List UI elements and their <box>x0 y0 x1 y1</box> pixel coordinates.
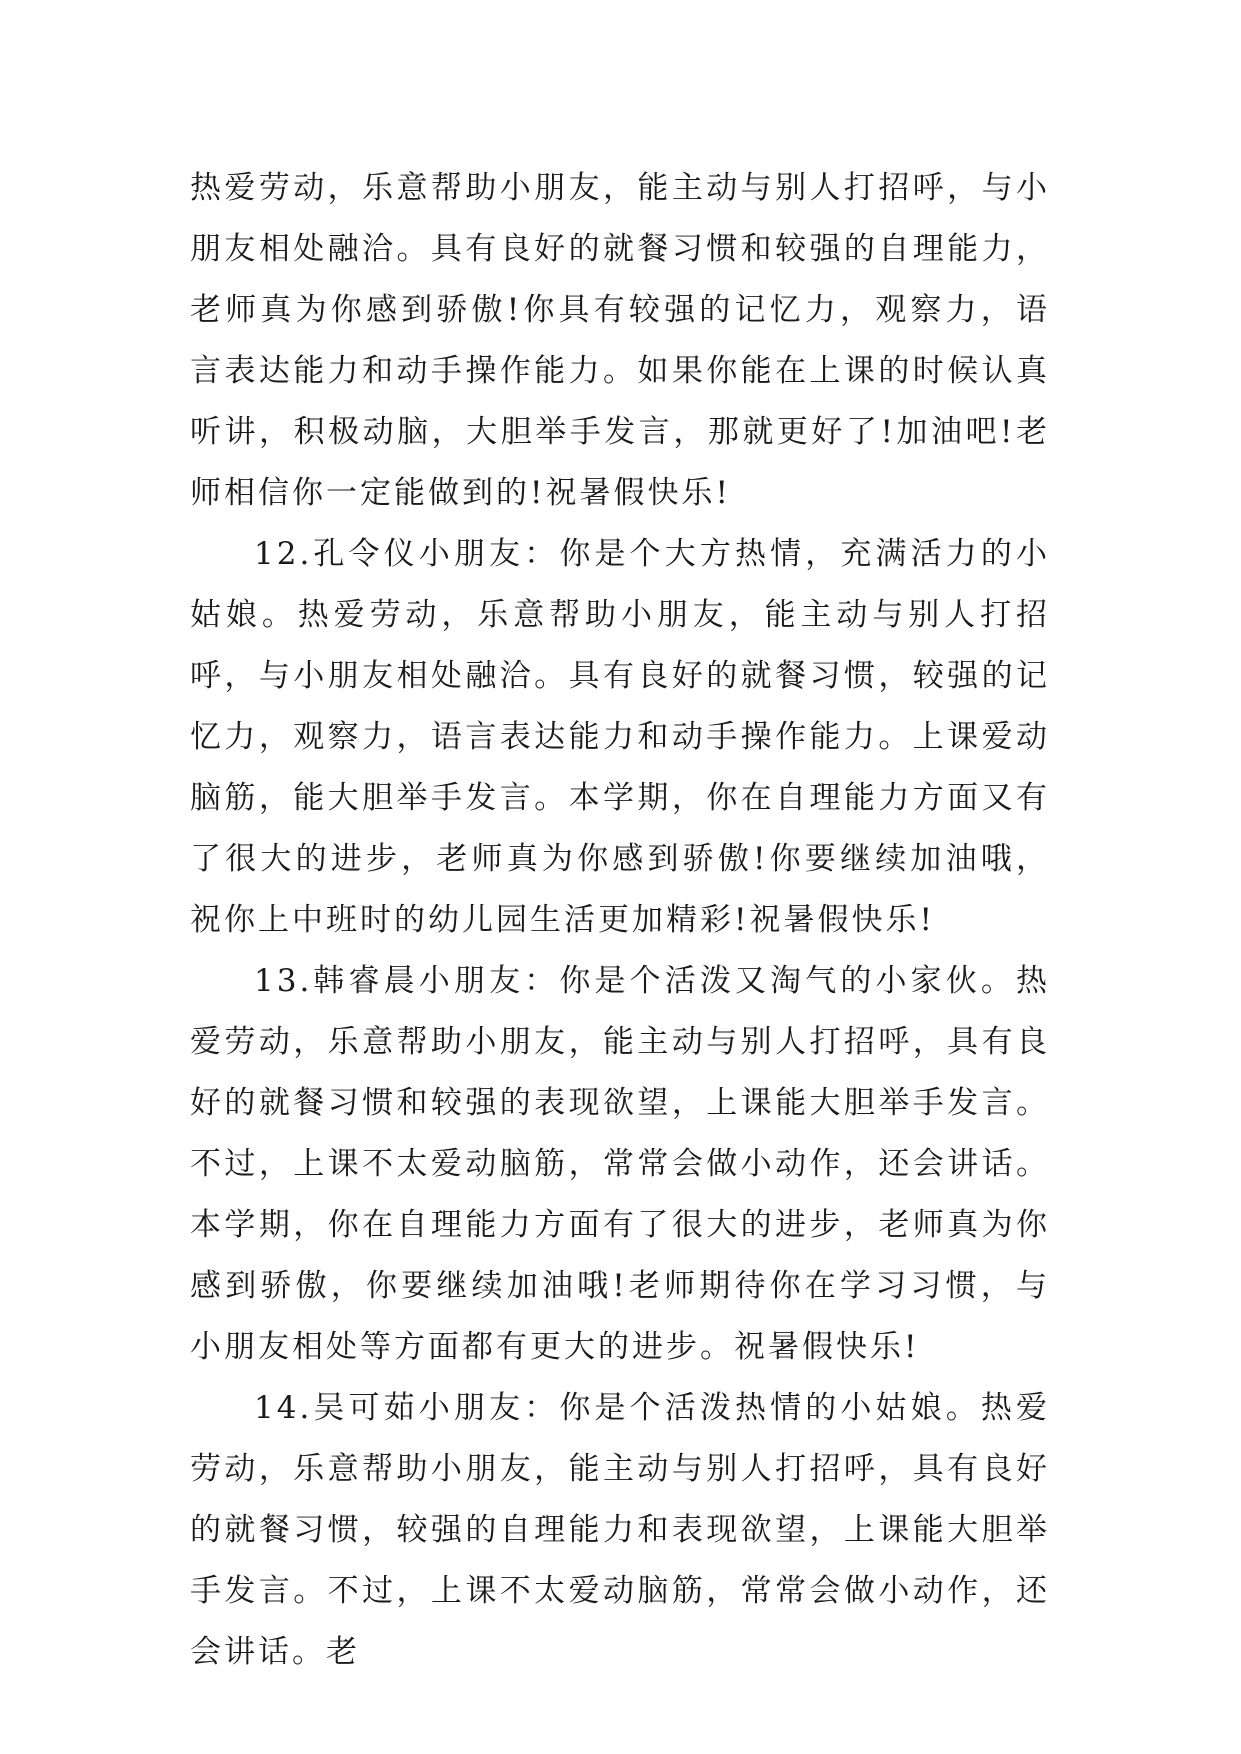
document-body <box>190 158 1050 1683</box>
paragraph-comment-14: 14.吴可茹小朋友：你是个活泼热情的小姑娘。热爱劳动，乐意帮助小朋友，能主动与别人打招呼，具有良好的就餐习惯，较强的自理能力和表现欲望，上课能大胆举手发言。不过，上课不太爱动脑筋，常常会做小动作，还会讲话。老 <box>190 1390 1050 1670</box>
paragraph-comment-13: 13.韩睿晨小朋友：你是个活泼又淘气的小家伙。热爱劳动，乐意帮助小朋友，能主动与别人打招呼，具有良好的就餐习惯和较强的表现欲望，上课能大胆举手发言。不过，上课不太爱动脑筋，常常会做小动作，还会讲话。本学期，你在自理能力方面有了很大的进步，老师真为你感到骄傲，你要继续加油哦!老师期待你在学习习惯，与小朋友相处等方面都有更大的进步。祝暑假快乐! <box>190 963 1050 1365</box>
paragraph-comment-12: 12.孔令仪小朋友：你是个大方热情，充满活力的小姑娘。热爱劳动，乐意帮助小朋友，能主动与别人打招呼，与小朋友相处融洽。具有良好的就餐习惯，较强的记忆力，观察力，语言表达能力和动手操作能力。上课爱动脑筋，能大胆举手发言。本学期，你在自理能力方面又有了很大的进步，老师真为你感到骄傲!你要继续加油哦，祝你上中班时的幼儿园生活更加精彩!祝暑假快乐! <box>190 536 1050 938</box>
paragraph-continuation: 热爱劳动，乐意帮助小朋友，能主动与别人打招呼，与小朋友相处融洽。具有良好的就餐习惯和较强的自理能力，老师真为你感到骄傲!你具有较强的记忆力，观察力，语言表达能力和动手操作能力。如果你能在上课的时候认真听讲，积极动脑，大胆举手发言，那就更好了!加油吧!老师相信你一定能做到的!祝暑假快乐! <box>190 170 1050 511</box>
